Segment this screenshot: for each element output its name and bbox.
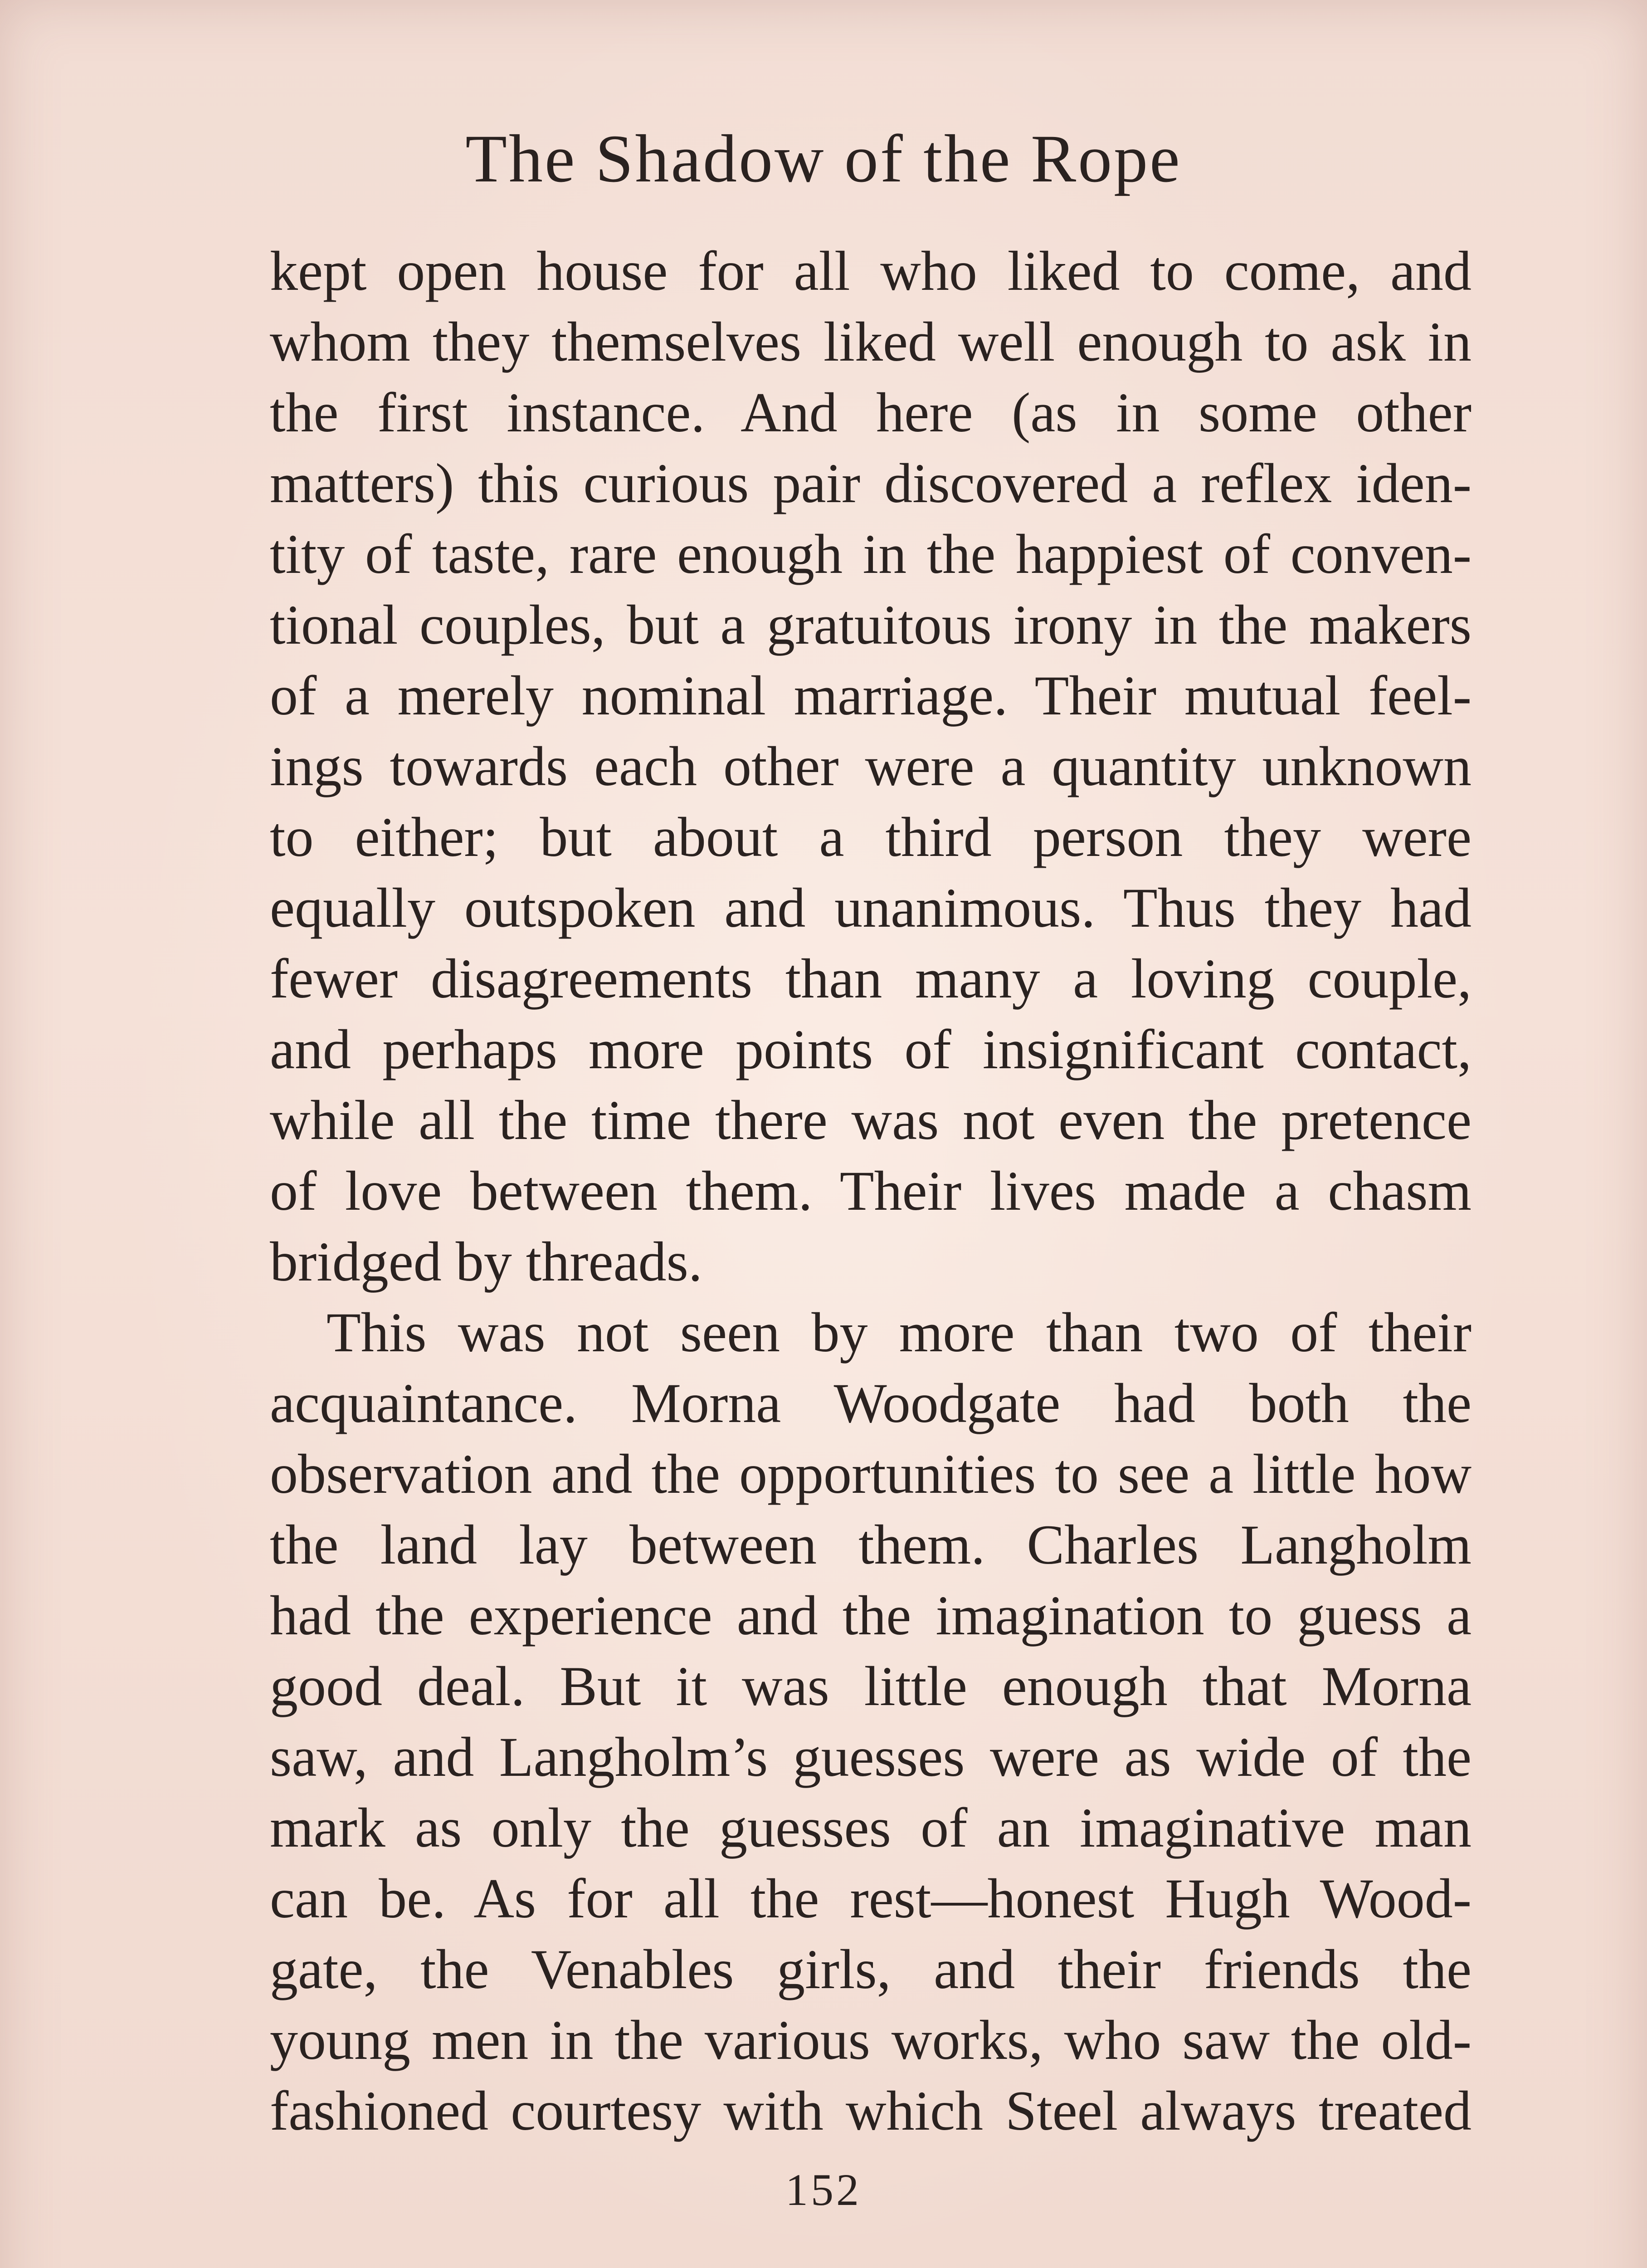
text-line: acquaintance. Morna Woodgate had both the (270, 1372, 1472, 1434)
text-line: mark as only the guesses of an imaginative man (270, 1797, 1472, 1859)
text-line: whom they themselves liked well enough to ask in (270, 311, 1472, 373)
text-line: of love between them. Their lives made a chasm (270, 1160, 1472, 1222)
text-line: the land lay between them. Charles Langholm (270, 1514, 1472, 1576)
text-line: young men in the various works, who saw the old- (270, 2009, 1472, 2071)
text-line: matters) this curious pair discovered a reflex iden- (270, 452, 1472, 514)
text-line: of a merely nominal marriage. Their mutual feel- (270, 665, 1472, 727)
text-line: ings towards each other were a quantity unknown (270, 735, 1472, 797)
text-line: observation and the opportunities to see a little how (270, 1443, 1472, 1505)
page-number: 152 (785, 2165, 862, 2215)
text-line: can be. As for all the rest—honest Hugh Wood- (270, 1867, 1472, 1930)
text-line: the first instance. And here (as in some other (270, 381, 1472, 444)
text-line: while all the time there was not even the pretence (270, 1089, 1472, 1151)
running-head: The Shadow of the Rope (465, 121, 1182, 196)
text-line: This was not seen by more than two of their (326, 1301, 1472, 1364)
text-line: equally outspoken and unanimous. Thus they had (270, 877, 1472, 939)
text-line: tional couples, but a gratuitous irony in the makers (270, 594, 1472, 656)
text-line: saw, and Langholm’s guesses were as wide of the (270, 1726, 1472, 1788)
text-line: had the experience and the imagination to guess a (270, 1584, 1472, 1647)
paragraph-1 (270, 236, 1472, 1297)
text-line: fashioned courtesy with which Steel always treated (270, 2080, 1472, 2142)
text-line: good deal. But it was little enough that Morna (270, 1655, 1472, 1717)
text-line: bridged by threads. (270, 1231, 702, 1293)
text-line: kept open house for all who liked to come, and (270, 240, 1472, 302)
text-line: gate, the Venables girls, and their friends the (270, 1938, 1472, 2000)
body-text (270, 236, 1472, 2146)
text-line: and perhaps more points of insignificant contact, (270, 1018, 1472, 1080)
text-line: to either; but about a third person they were (270, 806, 1472, 868)
paragraph-2 (270, 1297, 1472, 2146)
text-line: tity of taste, rare enough in the happiest of conven- (270, 523, 1472, 585)
text-line: fewer disagreements than many a loving couple, (270, 948, 1472, 1010)
